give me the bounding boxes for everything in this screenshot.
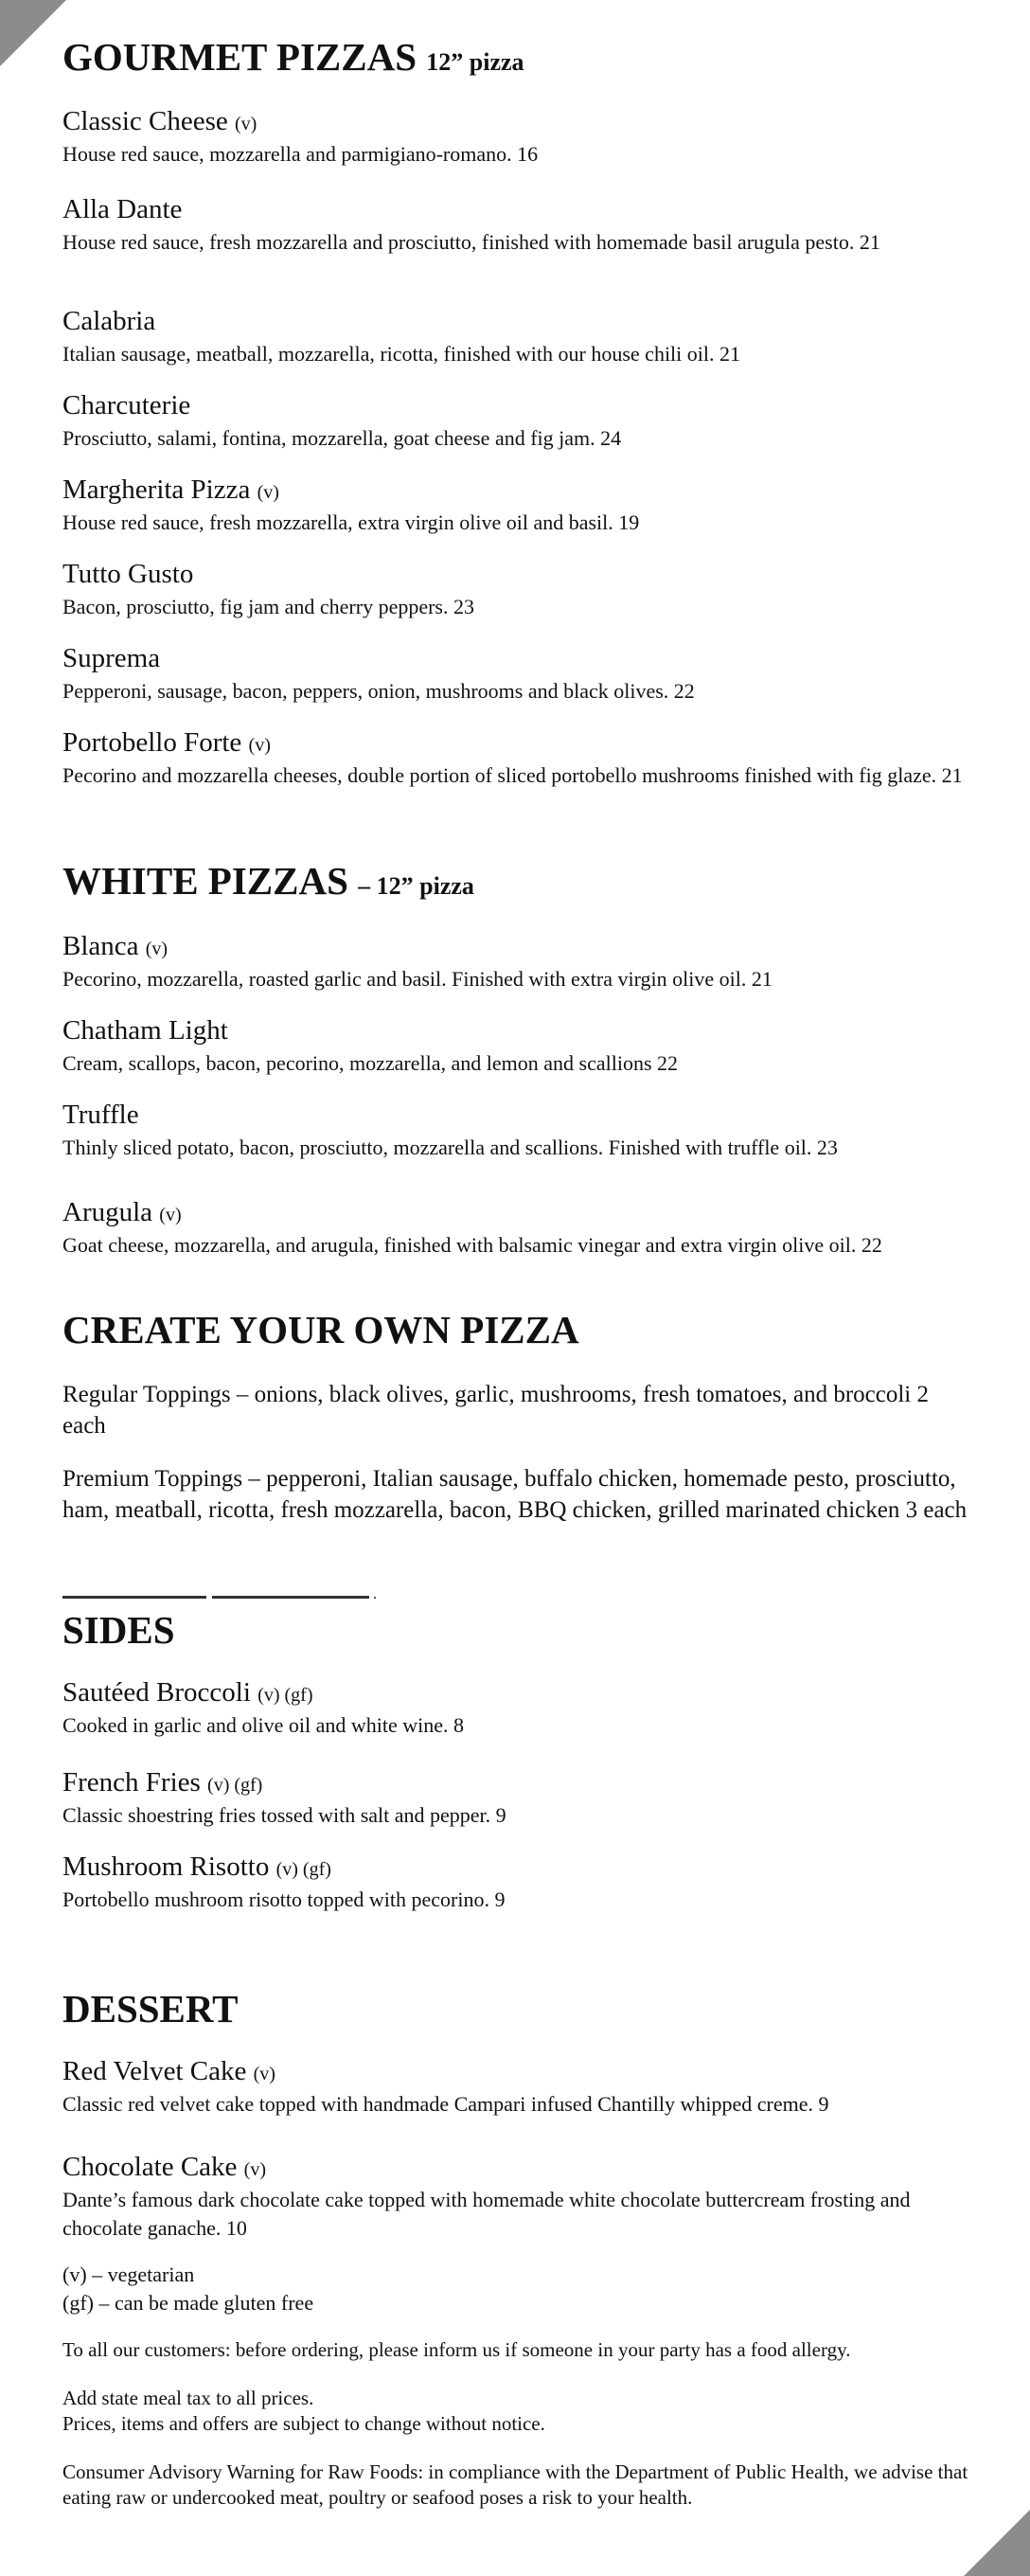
item-description: Portobello mushroom risotto topped with pecorino. 9 [62, 1887, 506, 1911]
item-name: Blanca [62, 931, 139, 961]
consumer-advisory-text: Consumer Advisory Warning for Raw Foods: in compliance with the Department of Public Health, we advise that eating raw or undercooked meat, poultry or seafood poses a risk to your health. [62, 2460, 968, 2509]
item-name: Mushroom Risotto [62, 1852, 270, 1882]
item-name: Classic Cheese [62, 106, 228, 136]
section-subtitle: – 12” pizza [358, 872, 474, 900]
menu-item-sauteed-broccoli [62, 1676, 971, 1740]
regular-toppings [62, 1379, 971, 1441]
item-tag: (v) [253, 2064, 275, 2084]
item-tag: (v) [159, 1205, 182, 1225]
menu-item-portobello-forte [62, 726, 971, 790]
item-description: Cream, scallops, bacon, pecorino, mozzarella, and lemon and scallions 22 [62, 1051, 679, 1075]
corner-decoration-bottom-right [964, 2510, 1030, 2576]
item-description: Pecorino and mozzarella cheeses, double portion of sliced portobello mushrooms finished with fig glaze. 21 [62, 763, 963, 787]
item-description: Cooked in garlic and olive oil and white wine. 8 [62, 1713, 465, 1737]
menu-item-charcuterie [62, 389, 971, 453]
price-change-notice-text: Prices, items and offers are subject to change without notice. [62, 2412, 545, 2435]
menu-item-margherita-pizza [62, 474, 971, 537]
item-name: Truffle [62, 1100, 139, 1130]
legend-gluten-free: (gf) – can be made gluten free [62, 2291, 314, 2315]
section-heading-create-your-own [62, 1307, 971, 1352]
item-description: Classic red velvet cake topped with handmade Campari infused Chantilly whipped creme. 9 [62, 2092, 829, 2116]
item-name: Chatham Light [62, 1015, 228, 1046]
divider-dot [374, 1597, 376, 1599]
section-heading-gourmet [62, 34, 971, 85]
premium-toppings [62, 1463, 971, 1526]
item-description: House red sauce, fresh mozzarella, extra virgin olive oil and basil. 19 [62, 510, 640, 534]
section-title: WHITE PIZZAS [62, 859, 348, 903]
menu-item-calabria [62, 305, 971, 368]
item-tag: (v) (gf) [275, 1859, 331, 1880]
item-tag: (v) [248, 735, 271, 756]
section-heading-dessert [62, 1986, 971, 2031]
item-name: Tutto Gusto [62, 559, 194, 589]
item-description: Pecorino, mozzarella, roasted garlic and basil. Finished with extra virgin olive oil. 21 [62, 967, 772, 991]
item-name: French Fries [62, 1767, 201, 1798]
item-name: Alla Dante [62, 194, 183, 224]
item-description: House red sauce, fresh mozzarella and prosciutto, finished with homemade basil arugula pesto. 21 [62, 230, 880, 254]
item-description: Goat cheese, mozzarella, and arugula, finished with balsamic vinegar and extra virgin olive oil. 22 [62, 1233, 882, 1257]
regular-toppings-text: Regular Toppings – onions, black olives, garlic, mushrooms, fresh tomatoes, and broccoli 2 each [62, 1382, 929, 1439]
menu-item-alla-dante [62, 193, 971, 257]
item-description: Italian sausage, meatball, mozzarella, ricotta, finished with our house chili oil. 21 [62, 342, 740, 366]
item-name: Chocolate Cake [62, 2152, 238, 2182]
item-name: Red Velvet Cake [62, 2056, 247, 2086]
section-subtitle: 12” pizza [426, 48, 524, 76]
section-title: SIDES [62, 1608, 175, 1652]
section-title: DESSERT [62, 1987, 239, 2030]
divider-line [212, 1596, 369, 1599]
item-description: Bacon, prosciutto, fig jam and cherry peppers. 23 [62, 595, 474, 618]
item-tag: (v) (gf) [207, 1775, 263, 1796]
item-name: Charcuterie [62, 390, 191, 420]
menu-item-red-velvet-cake [62, 2055, 971, 2119]
pricing-notice [62, 2386, 971, 2437]
corner-decoration-top-left [0, 0, 66, 66]
menu-item-truffle [62, 1099, 971, 1162]
item-name: Calabria [62, 306, 156, 336]
menu-item-classic-cheese [62, 105, 971, 169]
dietary-legend [62, 2261, 971, 2317]
section-heading-sides [62, 1607, 971, 1653]
item-tag: (v) [145, 939, 169, 959]
consumer-advisory [62, 2460, 971, 2511]
item-description: Prosciutto, salami, fontina, mozzarella, goat cheese and fig jam. 24 [62, 426, 622, 450]
item-tag: (v) [243, 2159, 266, 2180]
item-tag: (v) (gf) [258, 1685, 313, 1706]
menu-item-tutto-gusto [62, 558, 971, 621]
item-name: Margherita Pizza [62, 474, 251, 505]
menu-item-suprema [62, 642, 971, 706]
section-title: CREATE YOUR OWN PIZZA [62, 1308, 579, 1351]
item-description: Pepperoni, sausage, bacon, peppers, onion, mushrooms and black olives. 22 [62, 679, 695, 703]
divider-line [62, 1596, 206, 1599]
menu-item-chatham-light [62, 1014, 971, 1078]
menu-item-arugula [62, 1196, 971, 1260]
item-tag: (v) [235, 114, 258, 134]
item-tag: (v) [257, 482, 279, 503]
item-description: House red sauce, mozzarella and parmigiano-romano. 16 [62, 142, 539, 166]
menu-item-blanca [62, 930, 971, 993]
menu-item-chocolate-cake [62, 2151, 971, 2243]
allergy-notice [62, 2337, 971, 2363]
tax-notice-text: Add state meal tax to all prices. [62, 2387, 314, 2409]
legend-vegetarian: (v) – vegetarian [62, 2263, 195, 2286]
item-description: Thinly sliced potato, bacon, prosciutto, mozzarella and scallions. Finished with truffle oil. 23 [62, 1136, 838, 1159]
menu-item-mushroom-risotto [62, 1851, 971, 1914]
allergy-notice-text: To all our customers: before ordering, please inform us if someone in your party has a food allergy. [62, 2338, 851, 2361]
item-description: Classic shoestring fries tossed with salt and pepper. 9 [62, 1803, 506, 1827]
item-name: Suprema [62, 643, 161, 673]
menu-item-french-fries [62, 1766, 971, 1830]
item-name: Sautéed Broccoli [62, 1677, 251, 1708]
item-description: Dante’s famous dark chocolate cake topped with homemade white chocolate buttercream frosting and chocolate ganache. 10 [62, 2188, 911, 2240]
item-name: Arugula [62, 1197, 153, 1227]
premium-toppings-text: Premium Toppings – pepperoni, Italian sausage, buffalo chicken, homemade pesto, prosciutto, ham, meatball, ricotta, fresh mozzarella, bacon, BBQ chicken, grilled marinated chicken 3 each [62, 1466, 968, 1523]
item-name: Portobello Forte [62, 727, 242, 758]
section-heading-white [62, 858, 971, 909]
section-title: GOURMET PIZZAS [62, 35, 417, 79]
